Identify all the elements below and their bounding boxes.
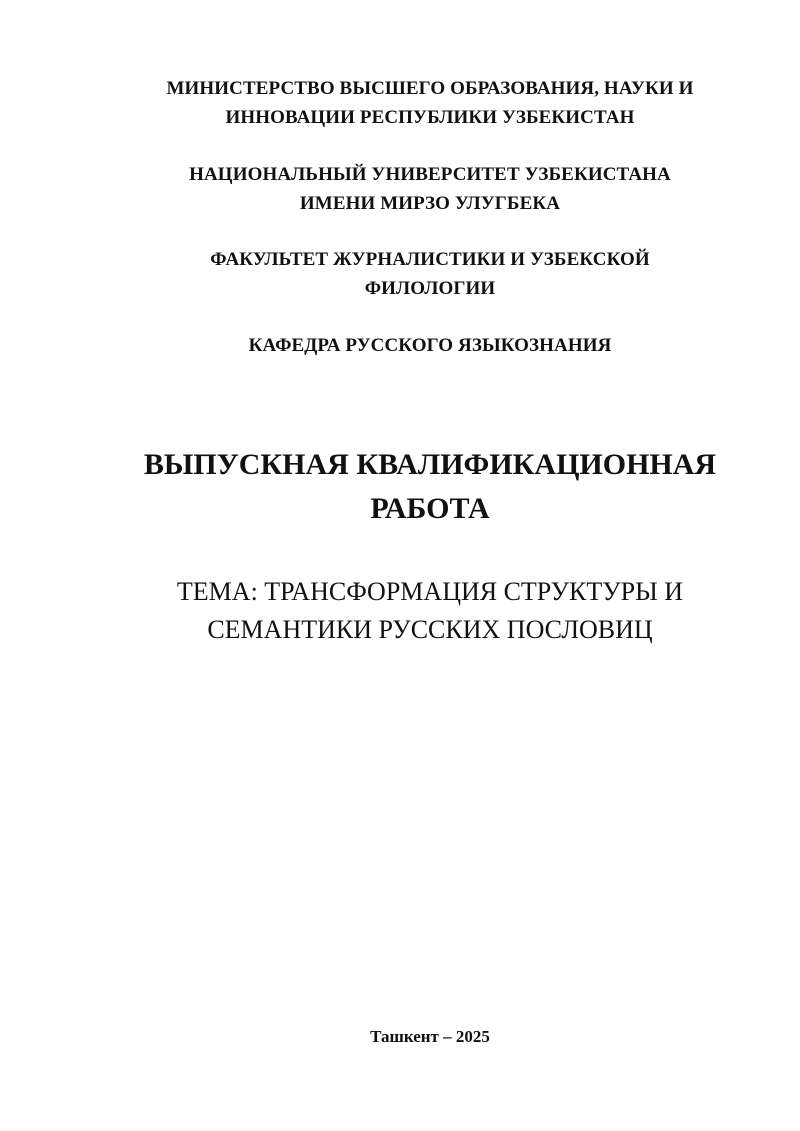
- topic-line-2: СЕМАНТИКИ РУССКИХ ПОСЛОВИЦ: [207, 615, 653, 644]
- faculty-heading: [60, 245, 800, 303]
- place-year: Ташкент – 2025: [370, 1027, 490, 1046]
- ministry-heading: [60, 74, 800, 132]
- university-line-2: ИМЕНИ МИРЗО УЛУГБЕКА: [299, 193, 561, 214]
- topic-heading: [60, 573, 800, 649]
- ministry-line-1: МИНИСТЕРСТВО ВЫСШЕГО ОБРАЗОВАНИЯ, НАУКИ И: [166, 78, 694, 99]
- topic-line-1: ТЕМА: ТРАНСФОРМАЦИЯ СТРУКТУРЫ И: [176, 577, 684, 606]
- faculty-line-2: ФИЛОЛОГИИ: [364, 278, 496, 299]
- work-title-line-1: ВЫПУСКНАЯ КВАЛИФИКАЦИОННАЯ: [143, 448, 717, 481]
- faculty-line-1: ФАКУЛЬТЕТ ЖУРНАЛИСТИКИ И УЗБЕКСКОЙ: [210, 249, 650, 270]
- university-line-1: НАЦИОНАЛЬНЫЙ УНИВЕРСИТЕТ УЗБЕКИСТАНА: [189, 164, 671, 185]
- university-heading: [60, 160, 800, 218]
- department-heading: [60, 331, 800, 360]
- department-line-1: КАФЕДРА РУССКОГО ЯЗЫКОЗНАНИЯ: [248, 335, 612, 356]
- ministry-line-2: ИННОВАЦИИ РЕСПУБЛИКИ УЗБЕКИСТАН: [225, 107, 635, 128]
- footer: [60, 1025, 800, 1049]
- work-title: [60, 443, 800, 531]
- work-title-line-2: РАБОТА: [370, 492, 490, 525]
